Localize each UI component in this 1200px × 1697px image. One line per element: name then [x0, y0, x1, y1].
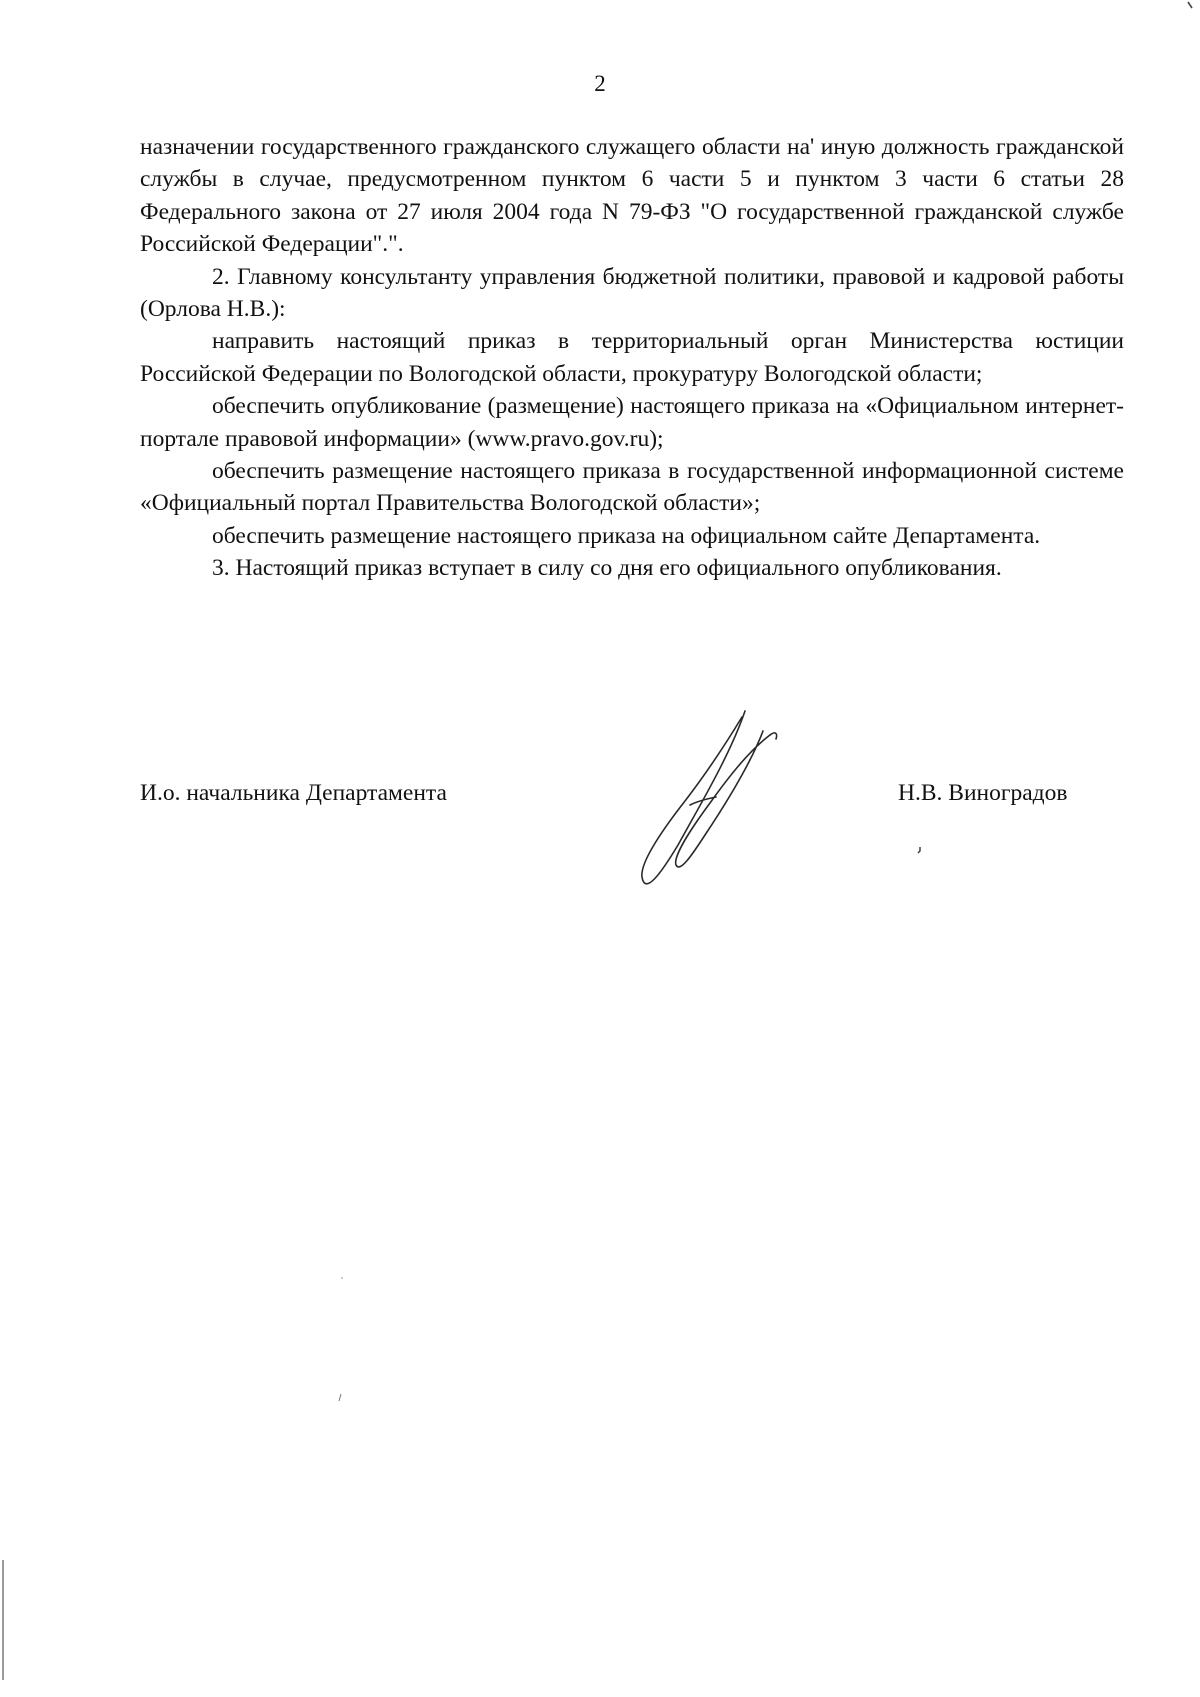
paragraph-publish-portal: обеспечить размещение настоящего приказа в государственной информационной системе «Официальный портал Правительства Вологодской области»; [140, 458, 1124, 517]
scan-edge-line [2, 1560, 4, 1680]
signatory-name: Н.В. Виноградов [898, 780, 1068, 806]
page-number: 2 [594, 71, 606, 96]
paragraph-item-2: 2. Главному консультанту управления бюджетной политики, правовой и кадровой работы (Орлова Н.В.): [140, 263, 1124, 323]
scan-speck [917, 846, 923, 854]
paragraph-publish-pravo: обеспечить опубликование (размещение) настоящего приказа на «Официальном интернет-портале правовой информации» (www.pravo.gov.ru); [140, 393, 1124, 452]
paragraph-publish-site: обеспечить размещение настоящего приказа на официальном сайте Департамента. [212, 522, 1041, 549]
document-body [140, 131, 1124, 585]
scan-speck [340, 1276, 344, 1280]
signatory-title: И.о. начальника Департамента [140, 780, 447, 806]
paragraph-send-order: направить настоящий приказ в территориальный орган Министерства юстиции Российской Федерации по Вологодской области, прокуратуру Вологодской области; [140, 328, 1124, 387]
paragraph-item-3: 3. Настоящий приказ вступает в силу со дня его официального опубликования. [212, 555, 1002, 582]
paragraph-continuation: назначении государственного гражданского служащего области на' иную должность гражданской службы в случае, предусмотренном пунктом 6 части 5 и пунктом 3 части 6 статьи 28 Федерального закона от 27 июля 2004 года N 79-ФЗ "О государственной гражданской службе Российской Федерации".". [140, 134, 1124, 258]
scan-speck [338, 1393, 342, 1402]
handwritten-signature [630, 705, 800, 890]
scan-speck [1186, 0, 1196, 10]
